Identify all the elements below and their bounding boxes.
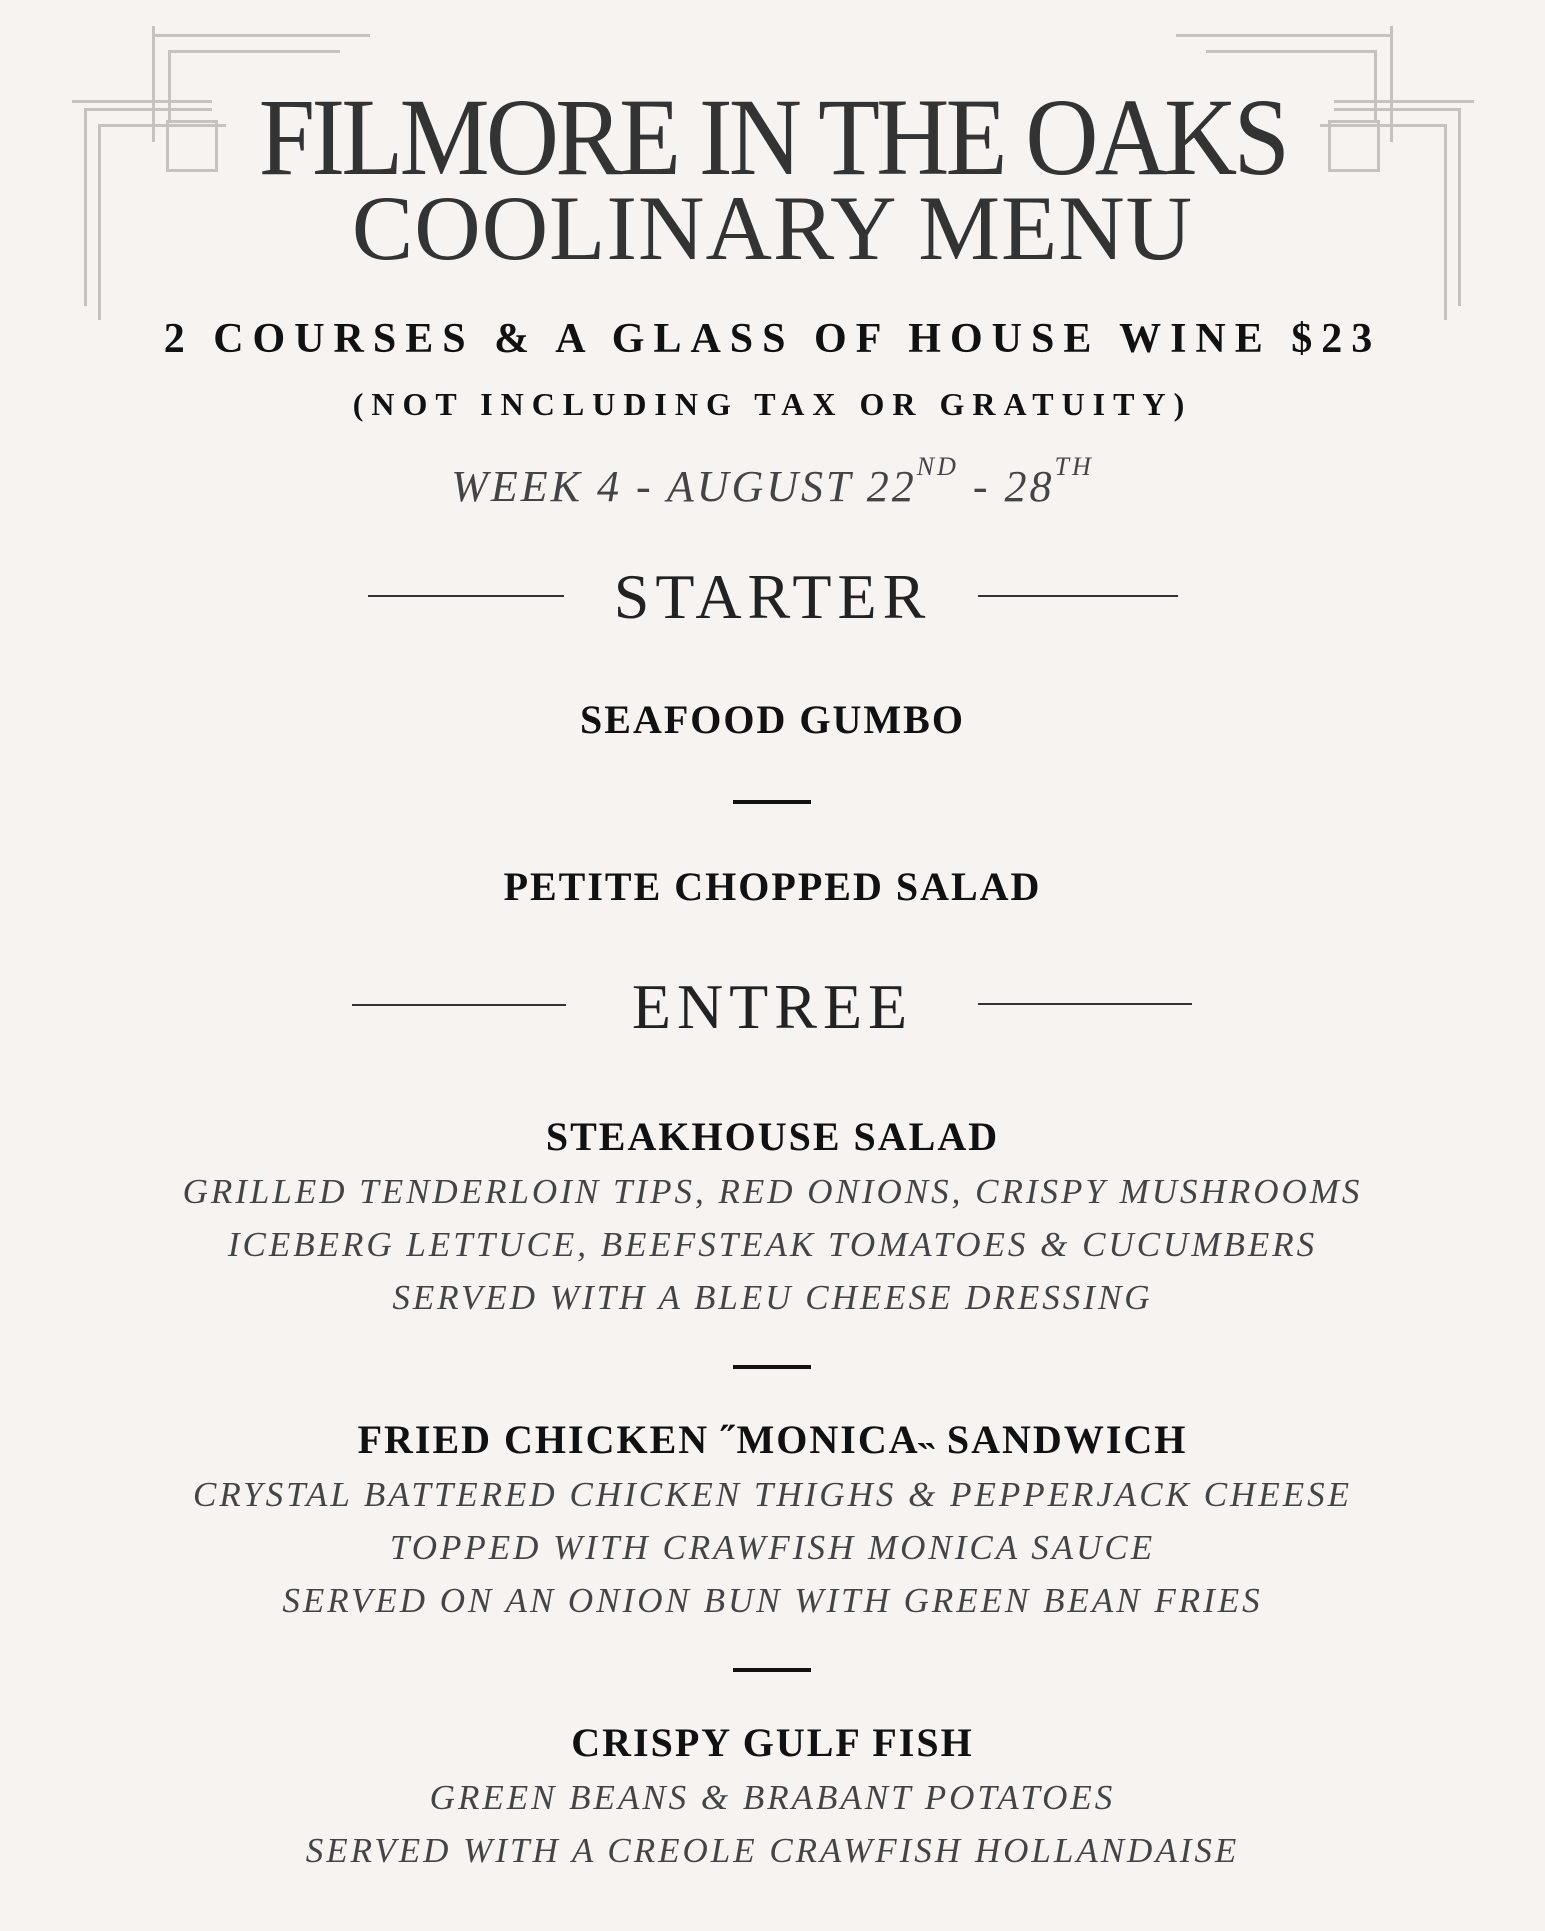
frame-line-right-top-h: [1176, 34, 1393, 37]
entree-item-description-line: SERVED WITH A CREOLE CRAWFISH HOLLANDAISE: [305, 1831, 1240, 1870]
entree-item-description-line: CRYSTAL BATTERED CHICKEN THIGHS & PEPPERJACK CHEESE: [193, 1475, 1352, 1514]
frame-line-left-top-h: [152, 34, 370, 37]
week-end-suffix: TH: [1054, 452, 1094, 481]
starter-rule-right: [978, 595, 1178, 597]
entree-heading: ENTREE: [631, 971, 914, 1042]
entree-item-description-line: SERVED WITH A BLEU CHEESE DRESSING: [392, 1278, 1153, 1317]
offer-disclaimer: (NOT INCLUDING TAX OR GRATUITY): [352, 386, 1193, 422]
entree-item-description-line: GRILLED TENDERLOIN TIPS, RED ONIONS, CRISPY MUSHROOMS: [182, 1172, 1363, 1211]
starter-item-petite-chopped-salad: PETITE CHOPPED SALAD: [503, 864, 1042, 909]
restaurant-name: FILMORE IN THE OAKS: [258, 76, 1287, 198]
entree-rule-right: [978, 1003, 1192, 1005]
starter-heading: STARTER: [613, 561, 932, 632]
offer-headline: 2 COURSES & A GLASS OF HOUSE WINE $23: [163, 316, 1382, 362]
week-prefix: WEEK 4 - AUGUST 22: [451, 462, 917, 511]
entree-item-description-line: ICEBERG LETTUCE, BEEFSTEAK TOMATOES & CUCUMBERS: [227, 1225, 1318, 1264]
entree-divider: [733, 1668, 811, 1672]
frame-line-right-inner-top-h: [1206, 50, 1376, 53]
entree-item-name: CRISPY GULF FISH: [571, 1720, 974, 1765]
entree-item-name: STEAKHOUSE SALAD: [545, 1114, 1000, 1159]
starter-item-seafood-gumbo: SEAFOOD GUMBO: [580, 697, 965, 742]
entree-item-description-line: TOPPED WITH CRAWFISH MONICA SAUCE: [389, 1528, 1156, 1567]
entree-item-description-line: SERVED ON AN ONION BUN WITH GREEN BEAN FRIES: [282, 1581, 1263, 1620]
week-start-suffix: ND: [916, 452, 959, 481]
entree-item-name: FRIED CHICKEN ˝MONICA˵ SANDWICH: [357, 1417, 1188, 1462]
entree-item-description-line: GREEN BEANS & BRABANT POTATOES: [429, 1778, 1116, 1817]
starter-divider: [733, 800, 811, 804]
menu-title: COOLINARY MENU: [351, 177, 1194, 279]
frame-line-left-inner-top-h: [168, 50, 340, 53]
week-middle: - 28: [958, 462, 1055, 511]
entree-divider: [733, 1365, 811, 1369]
week-dates: [0, 452, 1545, 511]
